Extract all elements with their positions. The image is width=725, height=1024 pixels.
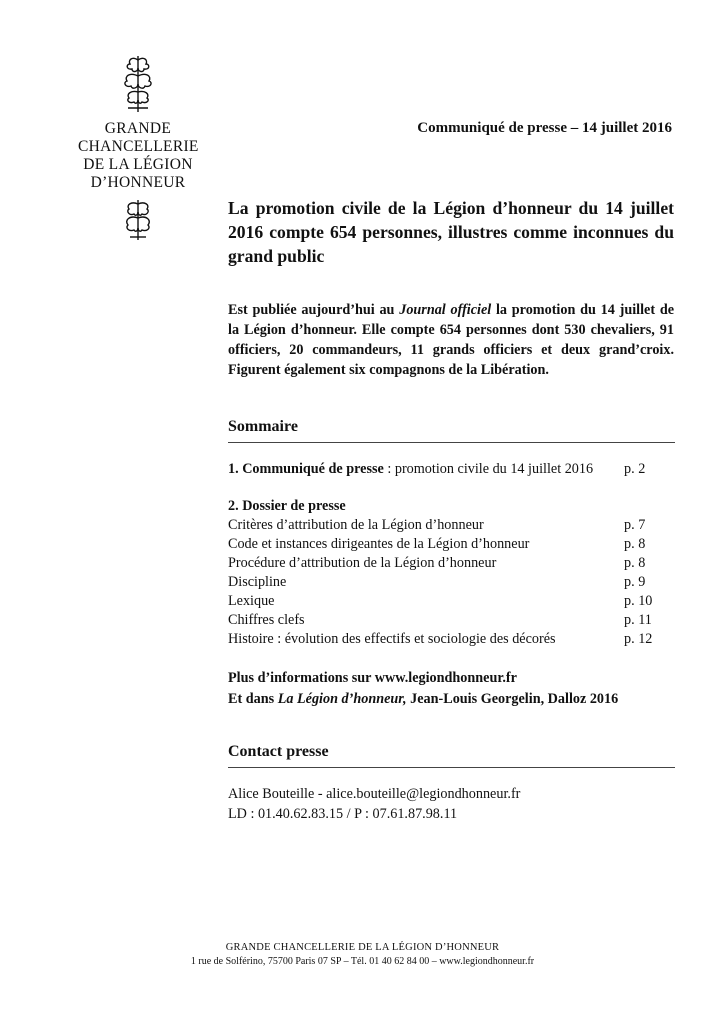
toc-row <box>228 535 668 554</box>
contact-divider <box>228 767 675 768</box>
toc-page-number: p. 8 <box>624 536 646 552</box>
toc-page-number: p. 7 <box>624 517 646 533</box>
toc-row <box>228 554 668 573</box>
logo-line: GRANDE <box>104 120 172 137</box>
institution-name <box>78 120 198 192</box>
toc-page-number: p. 2 <box>624 461 646 477</box>
toc-label: Lexique <box>228 593 275 609</box>
logo-line: DE LA LÉGION <box>83 156 193 173</box>
contact-email-line: Alice Bouteille - alice.bouteille@legiondhonneur.fr <box>228 786 521 802</box>
contact-title: Contact presse <box>228 743 329 760</box>
journal-officiel-text: Journal officiel <box>399 302 492 318</box>
toc-row <box>228 573 668 592</box>
toc-label: Procédure d’attribution de la Légion d’honneur <box>228 555 497 571</box>
book-title: La Légion d’honneur, <box>277 691 407 707</box>
press-release-date: Communiqué de presse – 14 juillet 2016 <box>417 120 672 136</box>
toc-label: Critères d’attribution de la Légion d’honneur <box>228 517 484 533</box>
page-footer <box>0 941 725 969</box>
logo-line: D’HONNEUR <box>90 174 186 191</box>
toc-page-number: p. 10 <box>624 593 653 609</box>
book-reference-prefix: Et dans <box>228 691 278 707</box>
oak-laurel-emblem-icon <box>114 52 162 114</box>
institution-logo <box>78 52 198 242</box>
sommaire-divider <box>228 442 675 443</box>
toc-row <box>228 611 668 630</box>
toc-row <box>228 592 668 611</box>
toc-item-1-bold: 1. Communiqué de presse <box>228 461 384 477</box>
toc-section-2 <box>228 497 668 649</box>
toc-label: Histoire : évolution des effectifs et sociologie des décorés <box>228 631 556 647</box>
footer-address: 1 rue de Solférino, 75700 Paris 07 SP – Tél. 01 40 62 84 00 – www.legiondhonneur.fr <box>190 956 535 967</box>
toc-label: Chiffres clefs <box>228 612 305 628</box>
toc-row <box>228 460 668 479</box>
oak-laurel-emblem-bottom-icon <box>114 198 162 242</box>
lead-text-before: Est publiée aujourd’hui au <box>228 302 400 318</box>
toc-page-number: p. 9 <box>624 574 646 590</box>
footer-institution: GRANDE CHANCELLERIE DE LA LÉGION D’HONNEUR <box>225 942 500 953</box>
toc-section-2-title: 2. Dossier de presse <box>228 498 346 514</box>
contact-details <box>228 784 520 824</box>
toc-page-number: p. 12 <box>624 631 653 647</box>
headline: La promotion civile de la Légion d’honneur du 14 juillet 2016 compte 654 personnes, illustres comme inconnues du grand public <box>228 198 674 266</box>
toc-row <box>228 630 668 649</box>
lead-paragraph <box>228 300 674 380</box>
toc-row <box>228 516 668 535</box>
book-reference-line <box>228 689 618 710</box>
toc-page-number: p. 8 <box>624 555 646 571</box>
toc-item-1 <box>228 460 668 479</box>
toc-page-number: p. 11 <box>624 612 652 628</box>
logo-line: CHANCELLERIE <box>78 138 199 155</box>
more-information <box>228 668 618 710</box>
book-author: Jean-Louis Georgelin, Dalloz 2016 <box>406 691 619 707</box>
lead-text-after: la promotion du 14 juillet de la Légion d’honneur. Elle compte 654 personnes dont 530 chevaliers, 91 officiers, 20 commandeurs, 11 grands officiers et deux grand’croix. Figurent également six compagnons de la Libération. <box>228 302 675 378</box>
toc-label: Code et instances dirigeantes de la Légion d’honneur <box>228 536 530 552</box>
toc-label: Discipline <box>228 574 287 590</box>
sommaire-title: Sommaire <box>228 418 298 435</box>
toc-item-1-rest: : promotion civile du 14 juillet 2016 <box>383 461 594 477</box>
contact-phone-line: LD : 01.40.62.83.15 / P : 07.61.87.98.11 <box>228 806 458 822</box>
website-line: Plus d’informations sur www.legiondhonneur.fr <box>228 670 517 686</box>
